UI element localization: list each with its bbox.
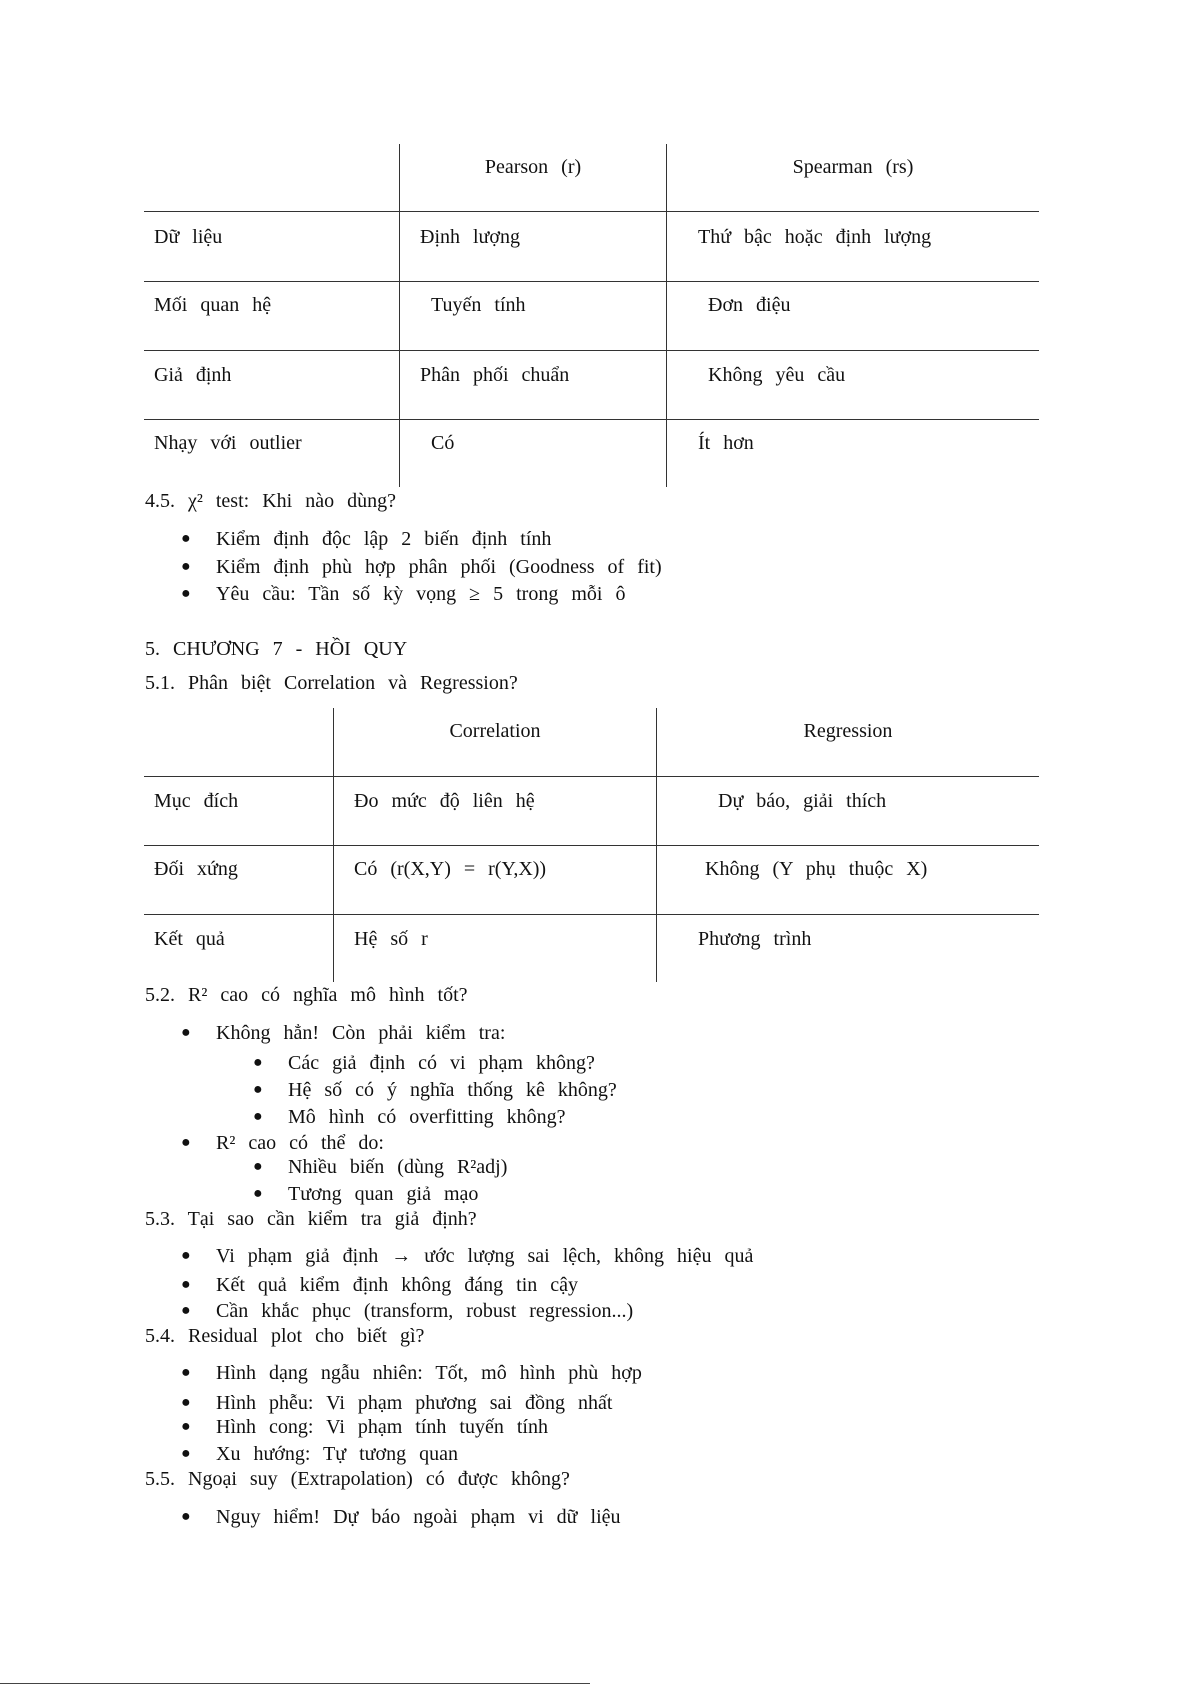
table-header-cell: Pearson (r): [484, 156, 582, 178]
table-cell: Mục đích: [154, 790, 239, 812]
bullet-icon: ●: [253, 1081, 263, 1098]
bullet-icon: ●: [181, 1508, 191, 1525]
bullet-icon: ●: [181, 558, 191, 575]
bullet-icon: ●: [253, 1185, 263, 1202]
bullet-icon: ●: [181, 1364, 191, 1381]
list-item: Vi phạm giả định → ước lượng sai lệch, không hiệu quả: [216, 1245, 754, 1267]
table-cell: Kết quả: [154, 928, 225, 950]
list-item: Nhiều biến (dùng R²adj): [288, 1156, 508, 1178]
list-item: Các giả định có vi phạm không?: [288, 1052, 595, 1074]
table-divider: [144, 419, 1039, 420]
table-cell: Ít hơn: [698, 432, 754, 454]
section-heading: 5.1. Phân biệt Correlation và Regression?: [145, 672, 518, 694]
section-heading: 5.5. Ngoại suy (Extrapolation) có được không?: [145, 1468, 570, 1490]
list-item: Tương quan giả mạo: [288, 1183, 479, 1205]
list-item: Kiểm định phù hợp phân phối (Goodness of fit): [216, 556, 662, 578]
list-item: Hệ số có ý nghĩa thống kê không?: [288, 1079, 617, 1101]
bullet-icon: ●: [181, 1247, 191, 1264]
table-cell: Có: [431, 432, 455, 454]
table-divider: [144, 350, 1039, 351]
bullet-icon: ●: [253, 1108, 263, 1125]
table-cell: Đối xứng: [154, 858, 238, 880]
chapter-title: 5. CHƯƠNG 7 - HỒI QUY: [145, 638, 408, 660]
bullet-icon: ●: [181, 1418, 191, 1435]
bullet-icon: ●: [253, 1158, 263, 1175]
list-item: Hình phễu: Vi phạm phương sai đồng nhất: [216, 1392, 613, 1414]
table-cell: Tuyến tính: [431, 294, 526, 316]
table-cell: Định lượng: [420, 226, 520, 248]
bullet-icon: ●: [181, 1394, 191, 1411]
table-cell: Mối quan hệ: [154, 294, 272, 316]
table-cell: Nhạy với outlier: [154, 432, 302, 454]
table-cell: Thứ bậc hoặc định lượng: [698, 226, 932, 248]
section-heading: 5.3. Tại sao cần kiểm tra giả định?: [145, 1208, 477, 1230]
list-item: Nguy hiểm! Dự báo ngoài phạm vi dữ liệu: [216, 1506, 621, 1528]
table-header-cell: Regression: [803, 720, 893, 742]
list-item: Không hẳn! Còn phải kiểm tra:: [216, 1022, 506, 1044]
section-heading: 5.4. Residual plot cho biết gì?: [145, 1325, 425, 1347]
list-item: Hình cong: Vi phạm tính tuyến tính: [216, 1416, 548, 1438]
bullet-icon: ●: [181, 1134, 191, 1151]
list-item: Hình dạng ngẫu nhiên: Tốt, mô hình phù hợp: [216, 1362, 642, 1384]
table-cell: Phân phối chuẩn: [420, 364, 570, 386]
table-cell: Phương trình: [698, 928, 812, 950]
bullet-icon: ●: [181, 1445, 191, 1462]
table-cell: Đo mức độ liên hệ: [354, 790, 535, 812]
table-header-cell: Spearman (rs): [792, 156, 914, 178]
list-item: Kết quả kiểm định không đáng tin cậy: [216, 1274, 579, 1296]
table-cell: Đơn điệu: [708, 294, 791, 316]
table-divider: [144, 845, 1039, 846]
table-divider: [399, 144, 400, 487]
table-cell: Dự báo, giải thích: [718, 790, 887, 812]
table-cell: Giả định: [154, 364, 232, 386]
page-bottom-rule: [0, 1683, 590, 1684]
table-divider: [666, 144, 667, 487]
bullet-icon: ●: [181, 1302, 191, 1319]
table-divider: [144, 281, 1039, 282]
bullet-icon: ●: [181, 530, 191, 547]
table-divider: [144, 211, 1039, 212]
table-cell: Không yêu cầu: [708, 364, 846, 386]
table-cell: Hệ số r: [354, 928, 428, 950]
section-heading: 5.2. R² cao có nghĩa mô hình tốt?: [145, 984, 468, 1006]
section-heading: 4.5. χ² test: Khi nào dùng?: [145, 490, 396, 512]
list-item: R² cao có thể do:: [216, 1132, 384, 1154]
bullet-icon: ●: [253, 1054, 263, 1071]
bullet-icon: ●: [181, 1276, 191, 1293]
bullet-icon: ●: [181, 585, 191, 602]
table-cell: Có (r(X,Y) = r(Y,X)): [354, 858, 547, 880]
table-divider: [144, 914, 1039, 915]
bullet-icon: ●: [181, 1024, 191, 1041]
list-item: Xu hướng: Tự tương quan: [216, 1443, 458, 1465]
list-item: Mô hình có overfitting không?: [288, 1106, 566, 1128]
list-item: Cần khắc phục (transform, robust regression...): [216, 1300, 634, 1322]
table-divider: [144, 776, 1039, 777]
table-cell: Không (Y phụ thuộc X): [705, 858, 928, 880]
table-header-cell: Correlation: [449, 720, 541, 742]
list-item: Yêu cầu: Tần số kỳ vọng ≥ 5 trong mỗi ô: [216, 583, 626, 605]
table-cell: Dữ liệu: [154, 226, 223, 248]
list-item: Kiểm định độc lập 2 biến định tính: [216, 528, 552, 550]
